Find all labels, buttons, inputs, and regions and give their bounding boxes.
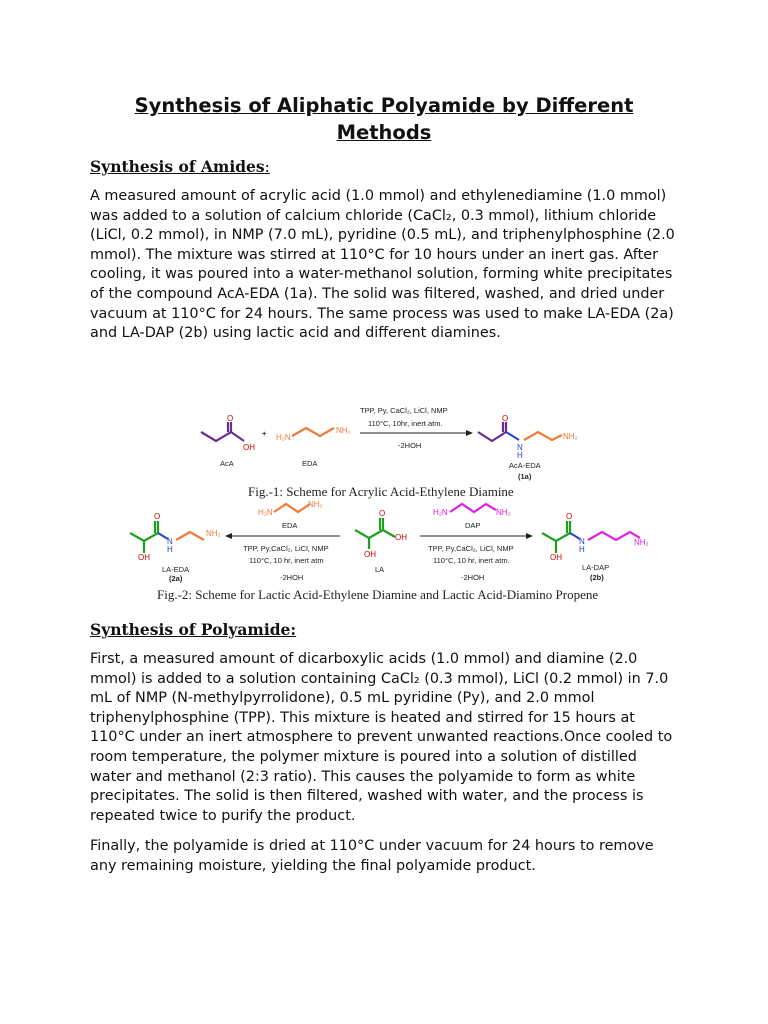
aca-hydroxyl: OH: [243, 443, 255, 452]
product-2b-acid-part: [542, 521, 570, 553]
eda-structure-2: [274, 504, 310, 512]
dap-amine-right: NH₂: [496, 508, 511, 517]
eda-structure: [292, 428, 334, 436]
product-2a-nitrogen: N: [167, 537, 173, 546]
product-2b-hydroxyl: OH: [550, 553, 562, 562]
product-2a-hydrogen: H: [167, 545, 173, 554]
product-1a-acid-part: [478, 422, 506, 441]
product-1a-amide-bond: [506, 432, 519, 440]
product-1a-label: AcA-EDA: [509, 461, 541, 470]
product-2b-hydrogen: H: [579, 545, 585, 554]
scheme2-left-byproduct: -2HOH: [280, 573, 304, 582]
la-structure: [355, 518, 395, 549]
product-2b-nitrogen: N: [579, 537, 585, 546]
aca-structure: [201, 422, 244, 441]
scheme2-left-conditions-1: TPP, Py,CaCl₂, LiCl, NMP: [243, 544, 329, 553]
scheme1-byproduct: -2HOH: [398, 441, 422, 450]
polyamide-paragraph-1: First, a measured amount of dicarboxylic acids (1.0 mmol) and diamine (2.0 mmol) is added to a solution containing CaCl₂ (0.3 mmol), LiCl (0.2 mmol) in 7.0 mL of NMP (N-methylpyrrolidone), 0.5 mL pyridine (Py), and 2.0 mmol triphenylphosphine (TPP). This mixture is heated and stirred for 15 hours at 110°C under an inert atmosphere to prevent unwanted reactions.Once cooled to room temperature, the polymer mixture is poured into a solution of distilled water and methanol (2:3 ratio). This causes the polyamide to form as white precipitates. The solid is then filtered, washed with water, and the process is repeated twice to purify the product.: [90, 651, 673, 824]
la-hydroxyl-acid: OH: [395, 533, 407, 542]
scheme2-left-conditions-2: 110°C, 10 hr, inert atm: [249, 556, 324, 565]
eda2-amine-right: NH₂: [308, 500, 323, 509]
eda-amine-left: H₂N: [276, 433, 291, 442]
la-hydroxyl: OH: [364, 550, 376, 559]
product-1a-hydrogen: H: [517, 451, 523, 460]
product-1a-nitrogen: N: [517, 443, 523, 452]
scheme2-left-arrowhead: [225, 533, 232, 539]
product-1a-amine: NH₂: [563, 432, 578, 441]
amides-paragraph: A measured amount of acrylic acid (1.0 mmol) and ethylenediamine (1.0 mmol) was added to a solution of calcium chloride (CaCl₂, 0.3 mmol), lithium chloride (LiCl, 0.2 mmol), in NMP (7.0 mL), pyridine (0.5 mL), and triphenylphosphine (2.0 mmol). The mixture was stirred at 110°C for 10 hours under an inert gas. After cooling, it was poured into a water-methanol solution, forming white precipitates of the compound AcA-EDA (1a). The solid was filtered, washed, and dried under vacuum at 110°C for 24 hours. The same process was used to make LA-EDA (2a) and LA-DAP (2b) using lactic acid and different diamines.: [90, 188, 675, 342]
scheme-2: [130, 500, 649, 583]
scheme1-conditions-2: 110°C, 10hr, inert atm.: [368, 419, 443, 428]
product-2a-amine: NH₂: [206, 529, 221, 538]
scheme-1: [201, 406, 578, 481]
dap-amine-left: H₂N: [433, 508, 448, 517]
plus-sign: +: [262, 429, 267, 438]
eda-label: EDA: [302, 459, 318, 468]
polyamide-paragraph-2: Finally, the polyamide is dried at 110°C under vacuum for 24 hours to remove any remaining moisture, yielding the final polyamide product.: [90, 838, 654, 874]
product-2a-acid-part: [130, 521, 158, 553]
product-2a-amine-part: [176, 532, 204, 540]
scheme2-right-byproduct: -2HOH: [461, 573, 485, 582]
eda2-label: EDA: [282, 521, 298, 530]
figure-1-caption: Fig.-1: Scheme for Acrylic Acid-Ethylene Diamine: [248, 484, 514, 499]
product-2b-oxygen: O: [566, 512, 573, 521]
dap-structure: [450, 504, 496, 512]
product-1a-oxygen: O: [502, 414, 509, 423]
product-2b-id: (2b): [590, 573, 604, 582]
aca-label: AcA: [220, 459, 234, 468]
product-2a-hydroxyl: OH: [138, 553, 150, 562]
scheme2-right-conditions-1: TPP, Py,CaCl₂, LiCl, NMP: [428, 544, 514, 553]
scheme2-right-arrowhead: [526, 533, 533, 539]
product-2a-oxygen: O: [154, 512, 161, 521]
figure-2-caption: Fig.-2: Scheme for Lactic Acid-Ethylene Diamine and Lactic Acid-Diamino Propene: [157, 587, 599, 602]
section-heading-amides: Synthesis of Amides:: [90, 157, 270, 176]
la-label: LA: [375, 565, 385, 574]
product-2a-label: LA-EDA: [162, 565, 190, 574]
scheme2-right-conditions-2: 110°C, 10 hr, inert atm.: [433, 556, 510, 565]
aca-oxygen: O: [227, 414, 234, 423]
scheme1-arrowhead: [466, 430, 473, 436]
la-oxygen: O: [379, 509, 386, 518]
eda2-amine-left: H₂N: [258, 508, 273, 517]
dap-label: DAP: [465, 521, 481, 530]
product-2b-label: LA-DAP: [582, 563, 610, 572]
page-title: Synthesis of Aliphatic Polyamide by Different Methods: [134, 94, 634, 144]
product-2b-amine-part: [588, 532, 640, 540]
product-2a-id: (2a): [169, 574, 183, 583]
eda-amine-right: NH₂: [336, 426, 351, 435]
scheme1-conditions-1: TPP, Py, CaCl₂, LiCl, NMP: [360, 406, 448, 415]
product-2b-amine: NH₂: [634, 538, 649, 547]
product-1a-id: (1a): [518, 472, 532, 481]
product-1a-amine-part: [524, 432, 562, 440]
section-heading-polyamide: Synthesis of Polyamide:: [90, 620, 297, 639]
